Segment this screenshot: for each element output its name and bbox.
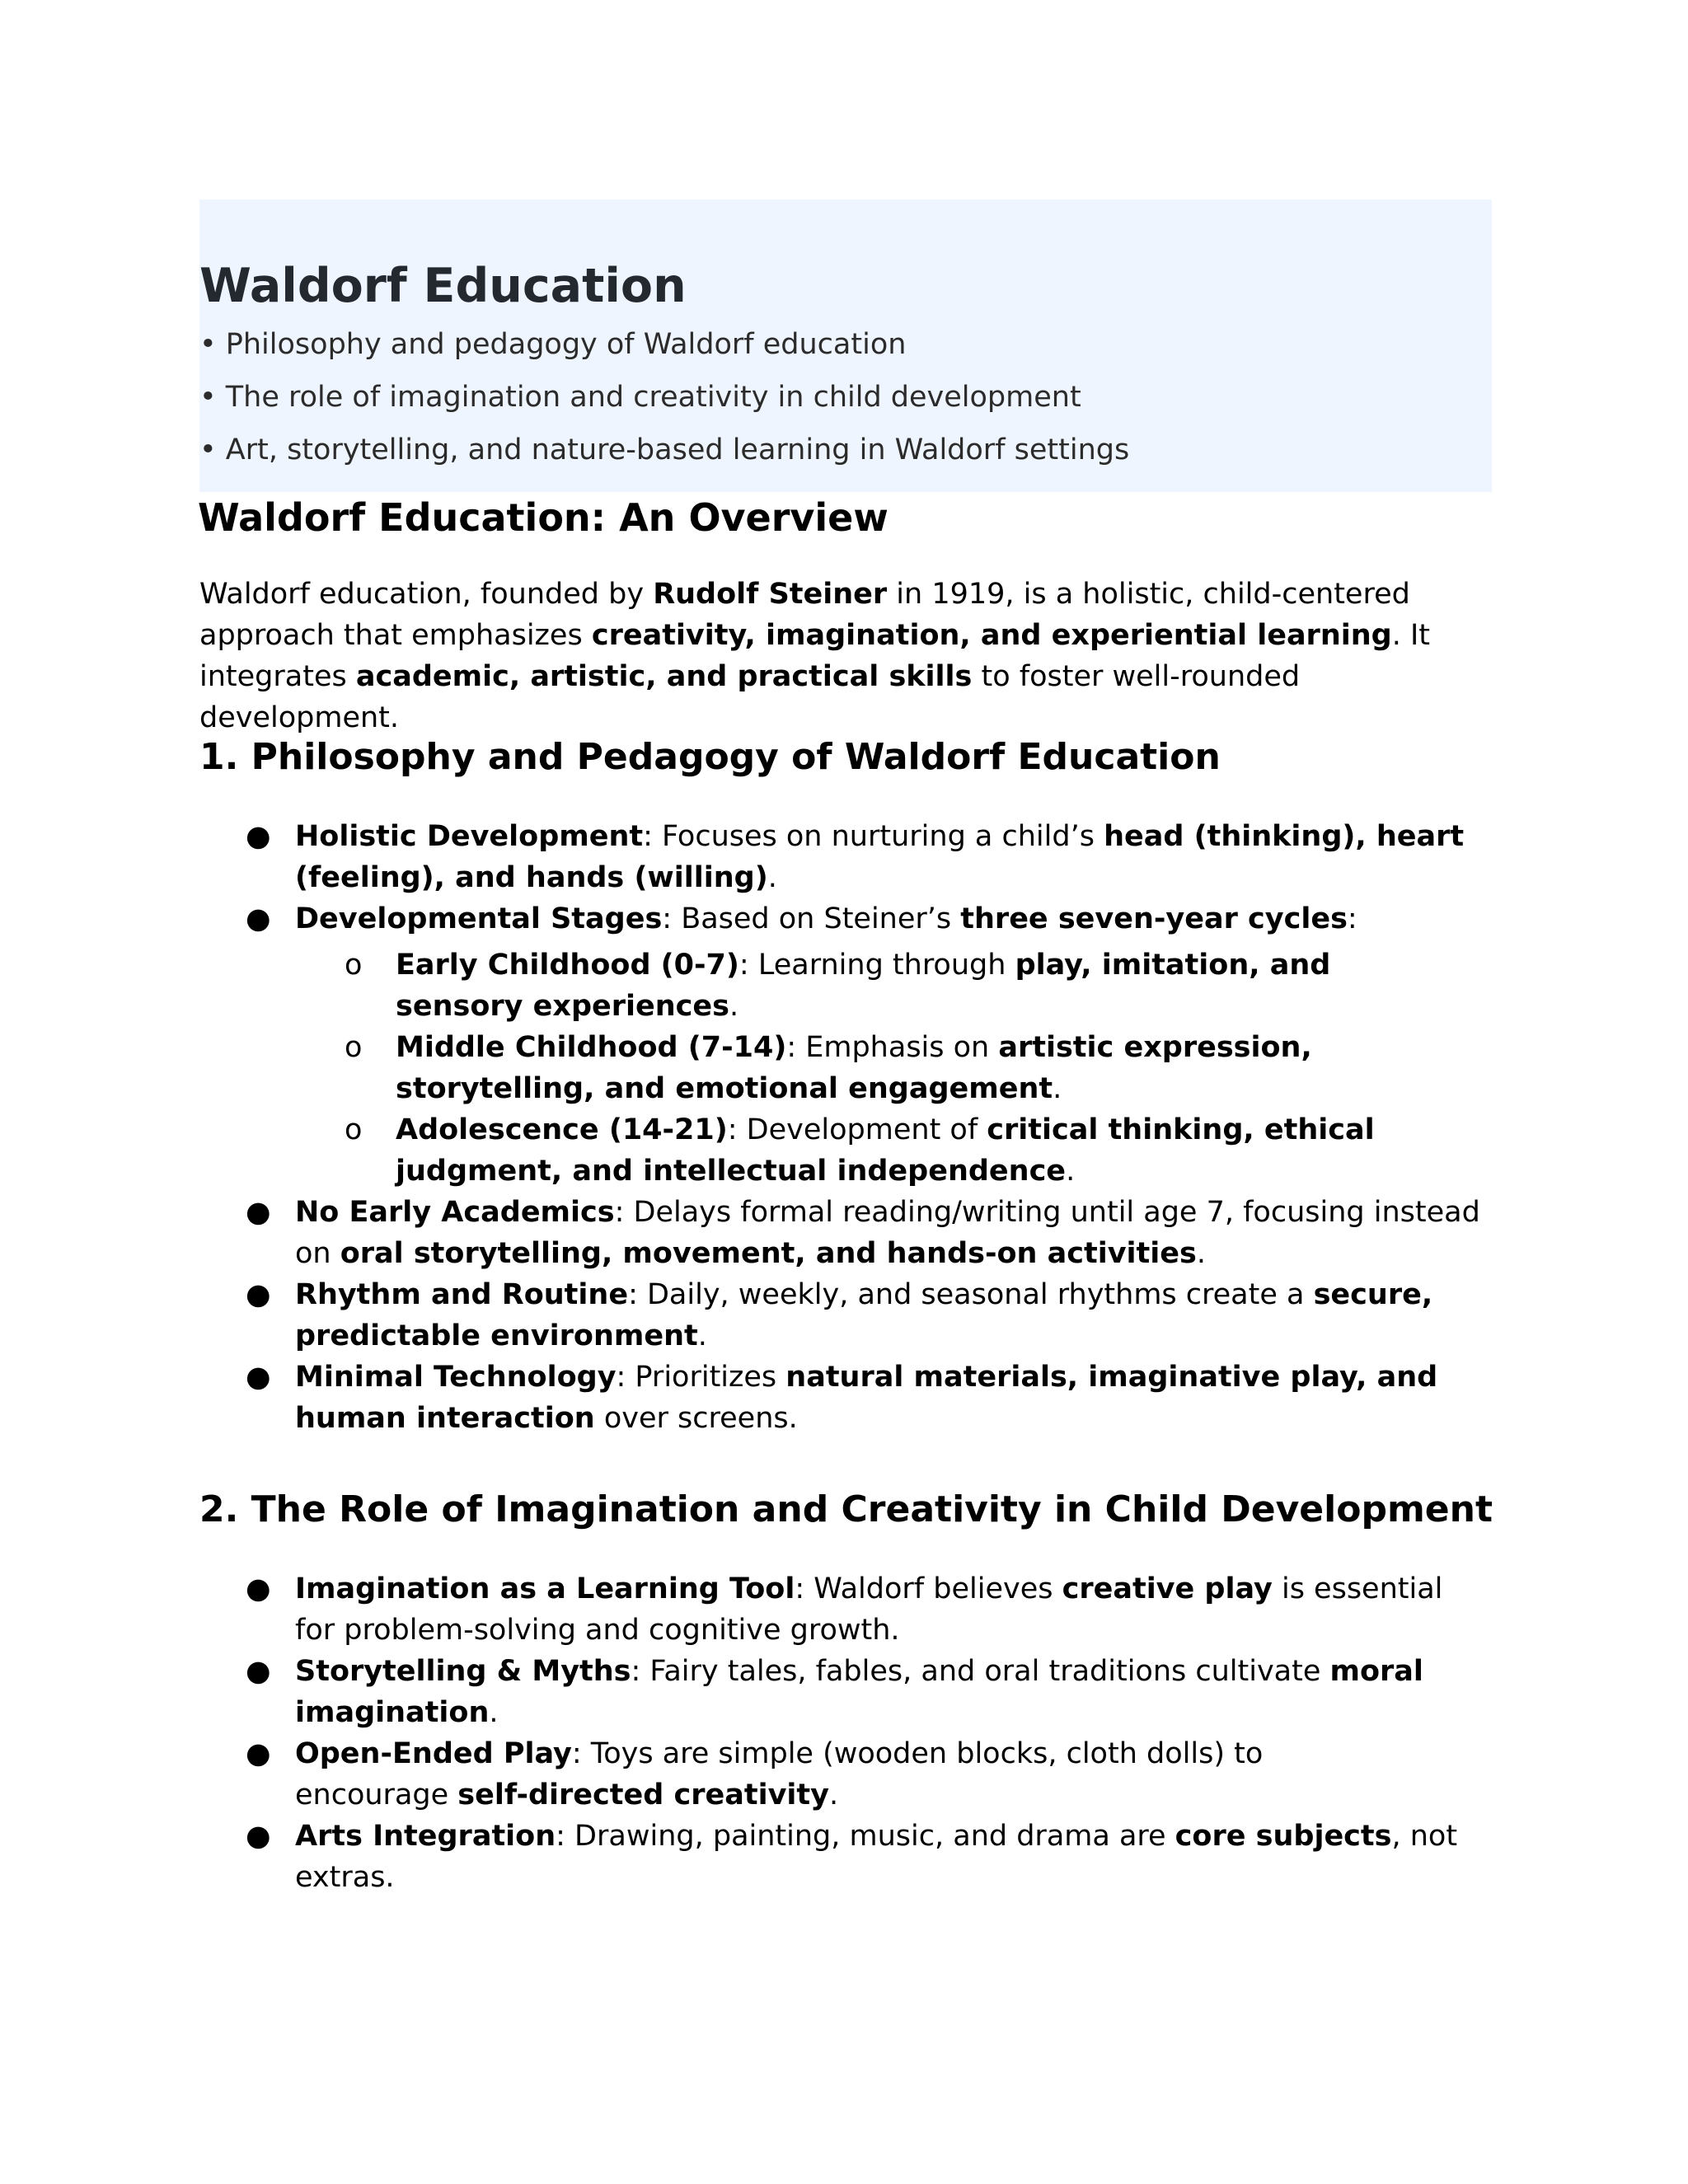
list-item: ● Storytelling & Myths: Fairy tales, fables, and oral traditions cultivate moral imagination. bbox=[295, 1651, 1449, 1733]
bullet-icon: ● bbox=[246, 1737, 271, 1770]
bullet-icon: ● bbox=[246, 1820, 271, 1853]
topic-item: • Philosophy and pedagogy of Waldorf education bbox=[199, 328, 907, 361]
document-title: Waldorf Education bbox=[199, 259, 687, 313]
sub-list-item: o Adolescence (14-21): Development of critical thinking, ethical judgment, and intellectual independence. bbox=[396, 1109, 1500, 1192]
bullet-icon: ● bbox=[246, 902, 271, 935]
list-item: ● Holistic Development: Focuses on nurturing a child’s head (thinking), heart (feeling), and hands (willing). bbox=[295, 816, 1498, 898]
list-item: ● Rhythm and Routine: Daily, weekly, and seasonal rhythms create a secure, predictable environment. bbox=[295, 1274, 1449, 1357]
sub-bullet-icon: o bbox=[345, 949, 363, 982]
sub-list-item: o Middle Childhood (7-14): Emphasis on artistic expression, storytelling, and emotional engagement. bbox=[396, 1027, 1459, 1109]
sub-list-item: o Early Childhood (0-7): Learning through play, imitation, and sensory experiences. bbox=[396, 944, 1459, 1027]
overview-paragraph: Waldorf education, founded by Rudolf Steiner in 1919, is a holistic, child-centered approach that emphasizes creativity, imagination, and experiential learning. It integrates academic, artistic, and practical skills to foster well-rounded development. bbox=[199, 578, 1430, 734]
section-heading: 2. The Role of Imagination and Creativity in Child Development bbox=[199, 1488, 1493, 1530]
list-item: ● Minimal Technology: Prioritizes natural materials, imaginative play, and human interaction over screens. bbox=[295, 1357, 1465, 1439]
topic-item: • Art, storytelling, and nature-based learning in Waldorf settings bbox=[199, 434, 1130, 466]
section-heading: 1. Philosophy and Pedagogy of Waldorf Education bbox=[199, 736, 1221, 778]
bullet-icon: ● bbox=[246, 1196, 271, 1229]
list-item: ● Developmental Stages: Based on Steiner’s three seven-year cycles: bbox=[295, 898, 1498, 940]
list-item: ● No Early Academics: Delays formal reading/writing until age 7, focusing instead on oral storytelling, movement, and hands-on activities. bbox=[295, 1192, 1482, 1274]
sub-bullet-icon: o bbox=[345, 1113, 363, 1146]
bullet-icon: ● bbox=[246, 1278, 271, 1311]
overview-heading: Waldorf Education: An Overview bbox=[198, 495, 889, 540]
topic-item: • The role of imagination and creativity in child development bbox=[199, 381, 1081, 414]
list-item: ● Open-Ended Play: Toys are simple (wooden blocks, cloth dolls) to encourage self-directed creativity. bbox=[295, 1733, 1416, 1816]
bullet-icon: ● bbox=[246, 1655, 271, 1688]
list-item: ● Arts Integration: Drawing, painting, music, and drama are core subjects, not extras. bbox=[295, 1816, 1498, 1898]
sub-bullet-icon: o bbox=[345, 1031, 363, 1064]
bullet-icon: ● bbox=[246, 1572, 271, 1605]
list-item: ● Imagination as a Learning Tool: Waldorf believes creative play is essential for problem-solving and cognitive growth. bbox=[295, 1568, 1449, 1651]
bullet-icon: ● bbox=[246, 1361, 271, 1394]
bullet-icon: ● bbox=[246, 820, 271, 853]
